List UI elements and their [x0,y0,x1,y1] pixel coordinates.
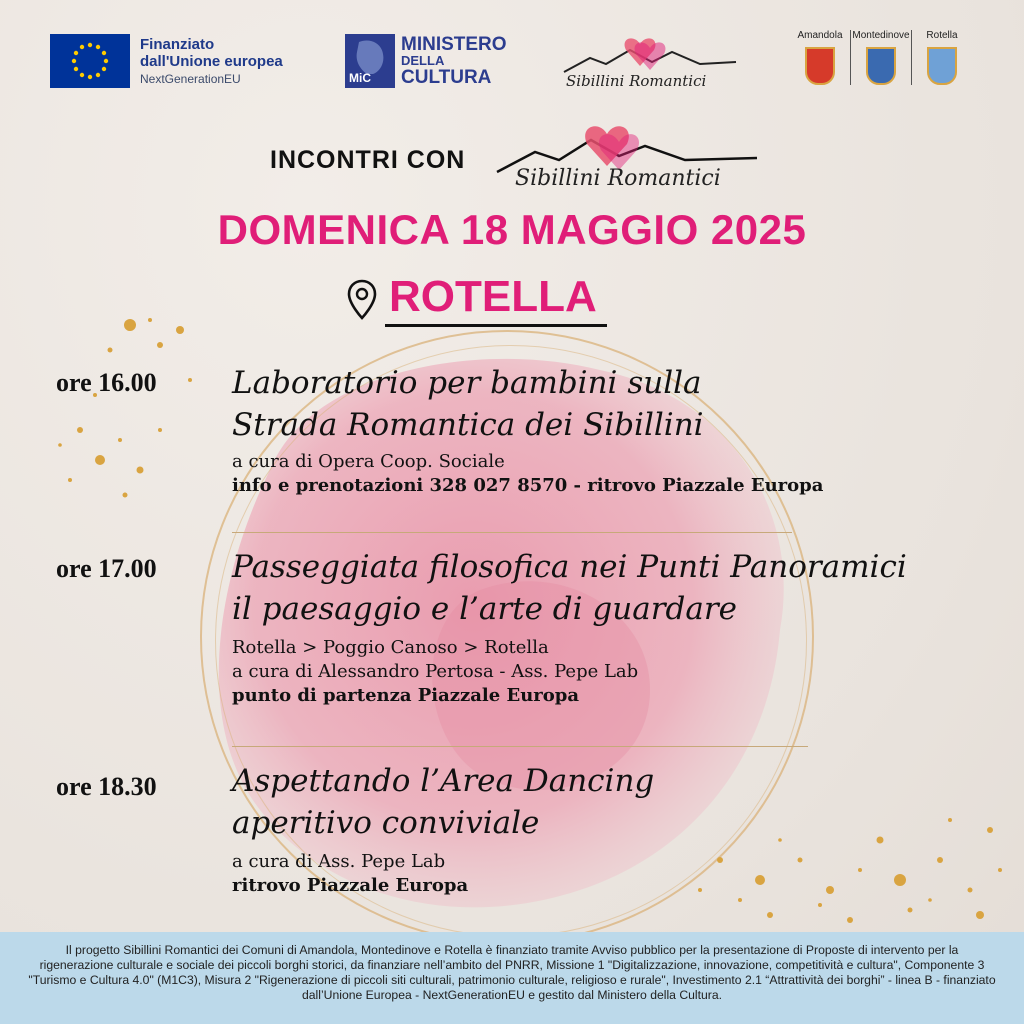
event-title-line: Aspettando l’Area Dancing [232,763,655,799]
event-meeting-point: ritrovo Piazzale Europa [232,875,469,896]
mic-line-3: CULTURA [401,67,492,88]
mic-badge-label: MiC [349,71,371,85]
event-meeting-point: punto di partenza Piazzale Europa [232,685,580,706]
event-organizer: a cura di Opera Coop. Sociale [232,451,505,472]
event-title-line: Strada Romantica dei Sibillini [232,407,704,443]
brand-script: Sibillini Romantici [515,166,721,191]
mic-line-2: DELLA [401,53,445,68]
schedule-item [56,546,996,736]
comune-montedinove [850,30,911,85]
event-title-line: Laboratorio per bambini sulla [232,365,702,401]
eu-funding-logo [50,34,283,88]
event-title-line: il paesaggio e l’arte di guardare [232,591,738,627]
montedinove-crest-icon [866,47,896,85]
event-time: ore 17.00 [56,554,157,583]
event-time: ore 18.30 [56,772,157,801]
comune-name: Amandola [797,30,843,41]
funding-disclaimer: Il progetto Sibillini Romantici dei Comuni di Amandola, Montedinove e Rotella è finanziato tramite Avviso pubblico per la presentazione di Proposte di intervento per la rigenerazione culturale e sociale dei piccoli borghi storici, da finanziare nell’ambito del PNRR, Missione 1 "Digitalizzazione, innovazione, competitività e cultura", Componente 3 "Turismo e Cultura 4.0" (M1C3), Misura 2 "Rigenerazione di piccoli siti culturali, patrimonio culturale, religioso e rurale", Investimento 2.1 “Attrattività dei borghi” - linea B - finanziato dall’Unione Europea - NextGenerationEU e gestito dal Ministero della Cultura. [0,932,1024,1024]
event-location [345,272,607,327]
event-date: DOMENICA 18 MAGGIO 2025 [217,206,807,253]
event-meeting-point: info e prenotazioni 328 027 8570 - ritrovo Piazzale Europa [232,475,824,496]
comune-rotella [911,30,972,85]
comune-amandola [790,30,850,85]
mic-line-1: MINISTERO [401,34,507,55]
municipalities-crests [790,30,972,85]
brand-script-small: Sibillini Romantici [566,72,707,90]
schedule-item [56,362,956,522]
eu-flag-icon [50,34,130,88]
schedule-item [56,760,956,920]
event-route: Rotella > Poggio Canoso > Rotella [232,637,549,658]
event-organizer: a cura di Alessandro Pertosa - Ass. Pepe Lab [232,661,639,682]
divider [232,746,808,747]
rotella-crest-icon [927,47,957,85]
eu-line-3: NextGenerationEU [140,72,241,86]
eu-line-2: dall'Unione europea [140,53,283,70]
event-time: ore 16.00 [56,368,157,397]
location-name: ROTELLA [385,272,607,327]
divider [232,532,792,533]
amandola-crest-icon [805,47,835,85]
event-title-line: Passeggiata filosofica nei Punti Panoramici [232,549,907,585]
event-organizer: a cura di Ass. Pepe Lab [232,851,446,872]
sibillini-romantici-logo [495,122,760,202]
comune-name: Montedinove [852,30,910,41]
comune-name: Rotella [926,30,958,41]
mic-badge-icon [345,34,395,88]
location-pin-icon [345,278,379,322]
sibillini-romantici-logo-small [560,32,740,102]
intro-heading: INCONTRI CON [270,146,466,174]
ministry-culture-logo [345,34,507,88]
event-title-line: aperitivo conviviale [232,805,540,841]
eu-line-1: Finanziato [140,36,215,53]
